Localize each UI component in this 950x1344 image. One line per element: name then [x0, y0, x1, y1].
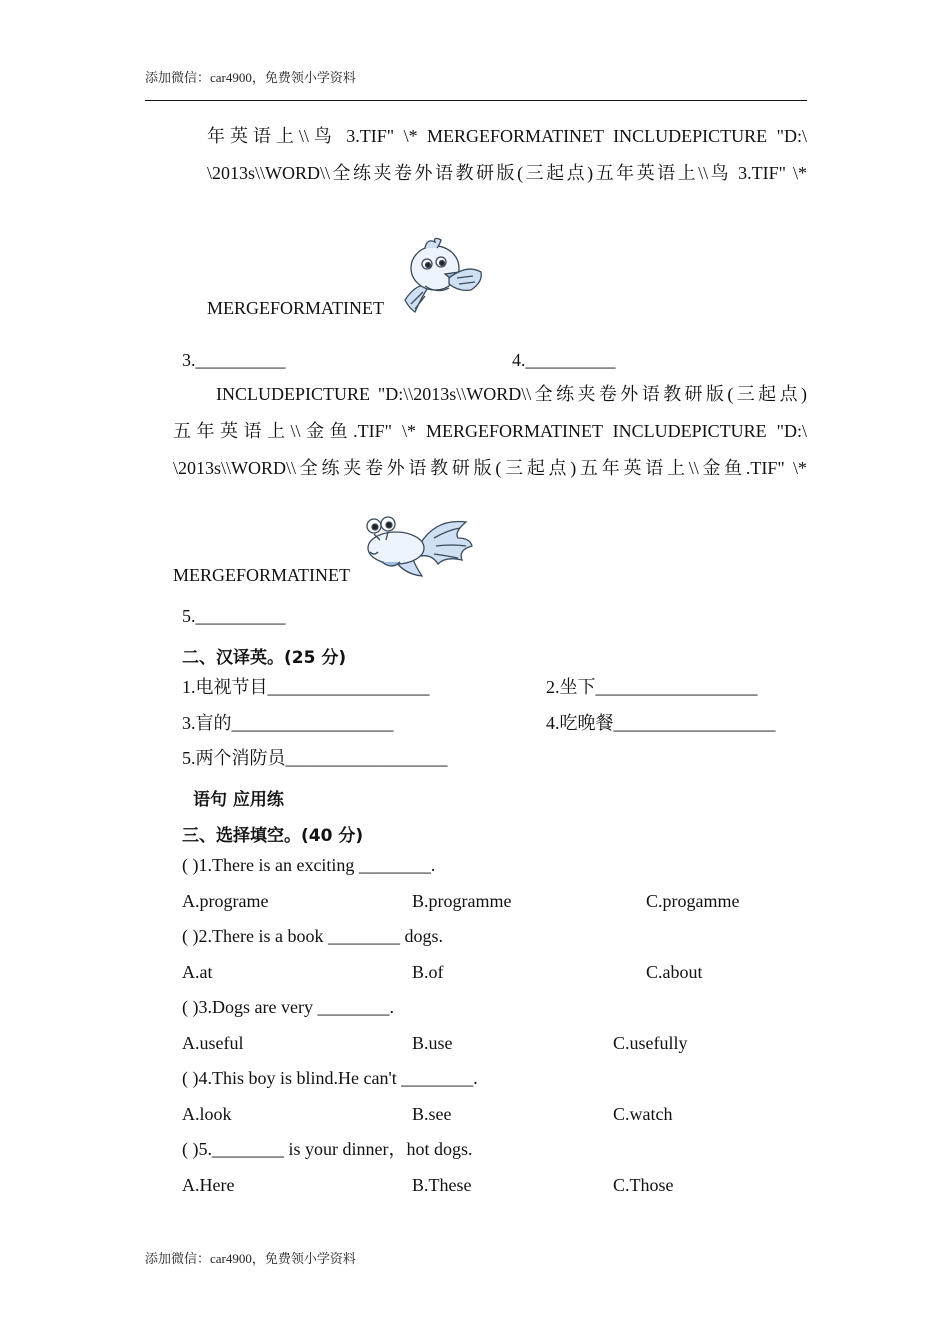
bird-illustration: [397, 234, 487, 316]
option-c: C.Those: [613, 1175, 674, 1195]
header-rule: [145, 100, 807, 101]
section-title: 三、选择填空。(40 分): [182, 826, 364, 846]
option-a: A.at: [182, 962, 213, 982]
option-b: B.use: [412, 1033, 453, 1053]
section-title: 二、汉译英。(25 分): [182, 648, 347, 668]
option-a: A.programe: [182, 891, 269, 911]
question-stem: ( )2.There is a book ________ dogs.: [182, 926, 443, 946]
include-text-line: \2013s\\WORD\\全练夹卷外语教研版(三起点)五年英语上\\金鱼.TIF" \*: [173, 458, 807, 478]
option-b: B.programme: [412, 891, 512, 911]
translation-item: 1.电视节目__________________: [182, 677, 430, 697]
subheading: 语句 应用练: [193, 790, 284, 810]
translation-item: 3.盲的__________________: [182, 713, 394, 733]
include-text-line: 年英语上\\鸟 3.TIF" \* MERGEFORMATINET INCLUDEPICTURE "D:\: [207, 126, 807, 146]
page-footer: 添加微信：car4900，免费领小学资料: [145, 1251, 356, 1266]
page-header: 添加微信：car4900，免费领小学资料: [145, 70, 356, 85]
include-text-line: 五年英语上\\金鱼.TIF" \* MERGEFORMATINET INCLUDEPICTURE "D:\: [173, 421, 807, 441]
mergeformat-label: MERGEFORMATINET: [173, 565, 351, 585]
translation-item: 4.吃晚餐__________________: [546, 713, 776, 733]
blank-item-4: 4.__________: [512, 350, 616, 370]
translation-item: 5.两个消防员__________________: [182, 748, 448, 768]
blank-item-3: 3.__________: [182, 350, 286, 370]
translation-item: 2.坐下__________________: [546, 677, 758, 697]
option-b: B.see: [412, 1104, 452, 1124]
goldfish-illustration: [362, 516, 474, 582]
question-stem: ( )3.Dogs are very ________.: [182, 997, 394, 1017]
option-a: A.Here: [182, 1175, 235, 1195]
mergeformat-label: MERGEFORMATINET: [207, 298, 385, 318]
include-text-line: INCLUDEPICTURE "D:\\2013s\\WORD\\全练夹卷外语教研版(三起点): [216, 384, 807, 404]
option-c: C.usefully: [613, 1033, 688, 1053]
option-c: C.watch: [613, 1104, 673, 1124]
question-stem: ( )1.There is an exciting ________.: [182, 855, 436, 875]
question-stem: ( )5.________ is your dinner，hot dogs.: [182, 1139, 473, 1159]
option-b: B.These: [412, 1175, 472, 1195]
option-a: A.useful: [182, 1033, 244, 1053]
include-text-line: \2013s\\WORD\\全练夹卷外语教研版(三起点)五年英语上\\鸟 3.TIF" \*: [207, 163, 807, 183]
blank-item-5: 5.__________: [182, 606, 286, 626]
option-a: A.look: [182, 1104, 232, 1124]
option-c: C.progamme: [646, 891, 740, 911]
option-b: B.of: [412, 962, 444, 982]
question-stem: ( )4.This boy is blind.He can't ________.: [182, 1068, 478, 1088]
option-c: C.about: [646, 962, 703, 982]
